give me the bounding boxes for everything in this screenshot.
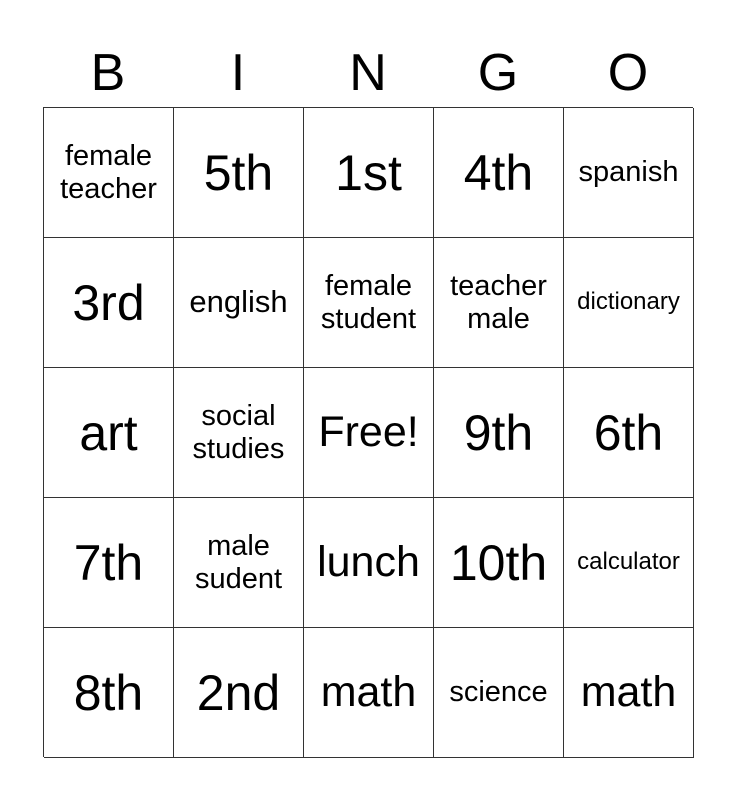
bingo-cell[interactable] (174, 368, 304, 498)
cell-label: 8th (73, 664, 144, 721)
cell-label: science (449, 676, 548, 709)
free-space[interactable] (304, 368, 434, 498)
bingo-cell[interactable] (304, 238, 434, 368)
bingo-cell[interactable] (304, 628, 434, 758)
cell-label: 9th (463, 404, 534, 461)
bingo-cell[interactable] (434, 368, 564, 498)
cell-label: teacher male (450, 270, 547, 335)
cell-label: spanish (578, 156, 679, 189)
cell-label: 7th (73, 534, 144, 591)
cell-label: social studies (192, 400, 285, 465)
cell-label: 1st (335, 144, 402, 201)
bingo-board (43, 107, 693, 757)
cell-label: art (79, 404, 138, 461)
bingo-cell[interactable] (174, 238, 304, 368)
bingo-cell[interactable] (44, 628, 174, 758)
cell-label: math (580, 668, 677, 717)
cell-label: female student (320, 270, 417, 335)
cell-label: 2nd (196, 664, 281, 721)
bingo-cell[interactable] (564, 368, 694, 498)
cell-label: 4th (463, 144, 534, 201)
bingo-cell[interactable] (564, 238, 694, 368)
header-letter-o: O (607, 44, 649, 102)
bingo-cell[interactable] (434, 628, 564, 758)
cell-label: calculator (577, 548, 680, 576)
bingo-cell[interactable] (434, 498, 564, 628)
bingo-cell[interactable] (564, 498, 694, 628)
header-letter-b: B (90, 44, 126, 102)
bingo-cell[interactable] (304, 108, 434, 238)
bingo-cell[interactable] (44, 498, 174, 628)
cell-label: 3rd (72, 274, 145, 331)
cell-label: Free! (318, 408, 419, 457)
cell-label: 6th (593, 404, 664, 461)
bingo-cell[interactable] (564, 108, 694, 238)
bingo-cell[interactable] (44, 238, 174, 368)
bingo-header (43, 38, 693, 108)
bingo-cell[interactable] (174, 498, 304, 628)
cell-label: 5th (203, 144, 274, 201)
cell-label: 10th (449, 534, 548, 591)
cell-label: female teacher (60, 140, 157, 205)
header-letter-i: I (230, 44, 246, 102)
header-letter-g: G (477, 44, 519, 102)
bingo-cell[interactable] (564, 628, 694, 758)
bingo-cell[interactable] (44, 108, 174, 238)
header-letter-n: N (349, 44, 387, 102)
bingo-cell[interactable] (434, 108, 564, 238)
bingo-cell[interactable] (44, 368, 174, 498)
cell-label: english (189, 284, 288, 320)
bingo-cell[interactable] (174, 108, 304, 238)
bingo-cell[interactable] (434, 238, 564, 368)
cell-label: dictionary (577, 288, 680, 316)
bingo-cell[interactable] (174, 628, 304, 758)
cell-label: lunch (317, 538, 420, 587)
cell-label: male sudent (194, 530, 283, 595)
bingo-cell[interactable] (304, 498, 434, 628)
cell-label: math (320, 668, 417, 717)
